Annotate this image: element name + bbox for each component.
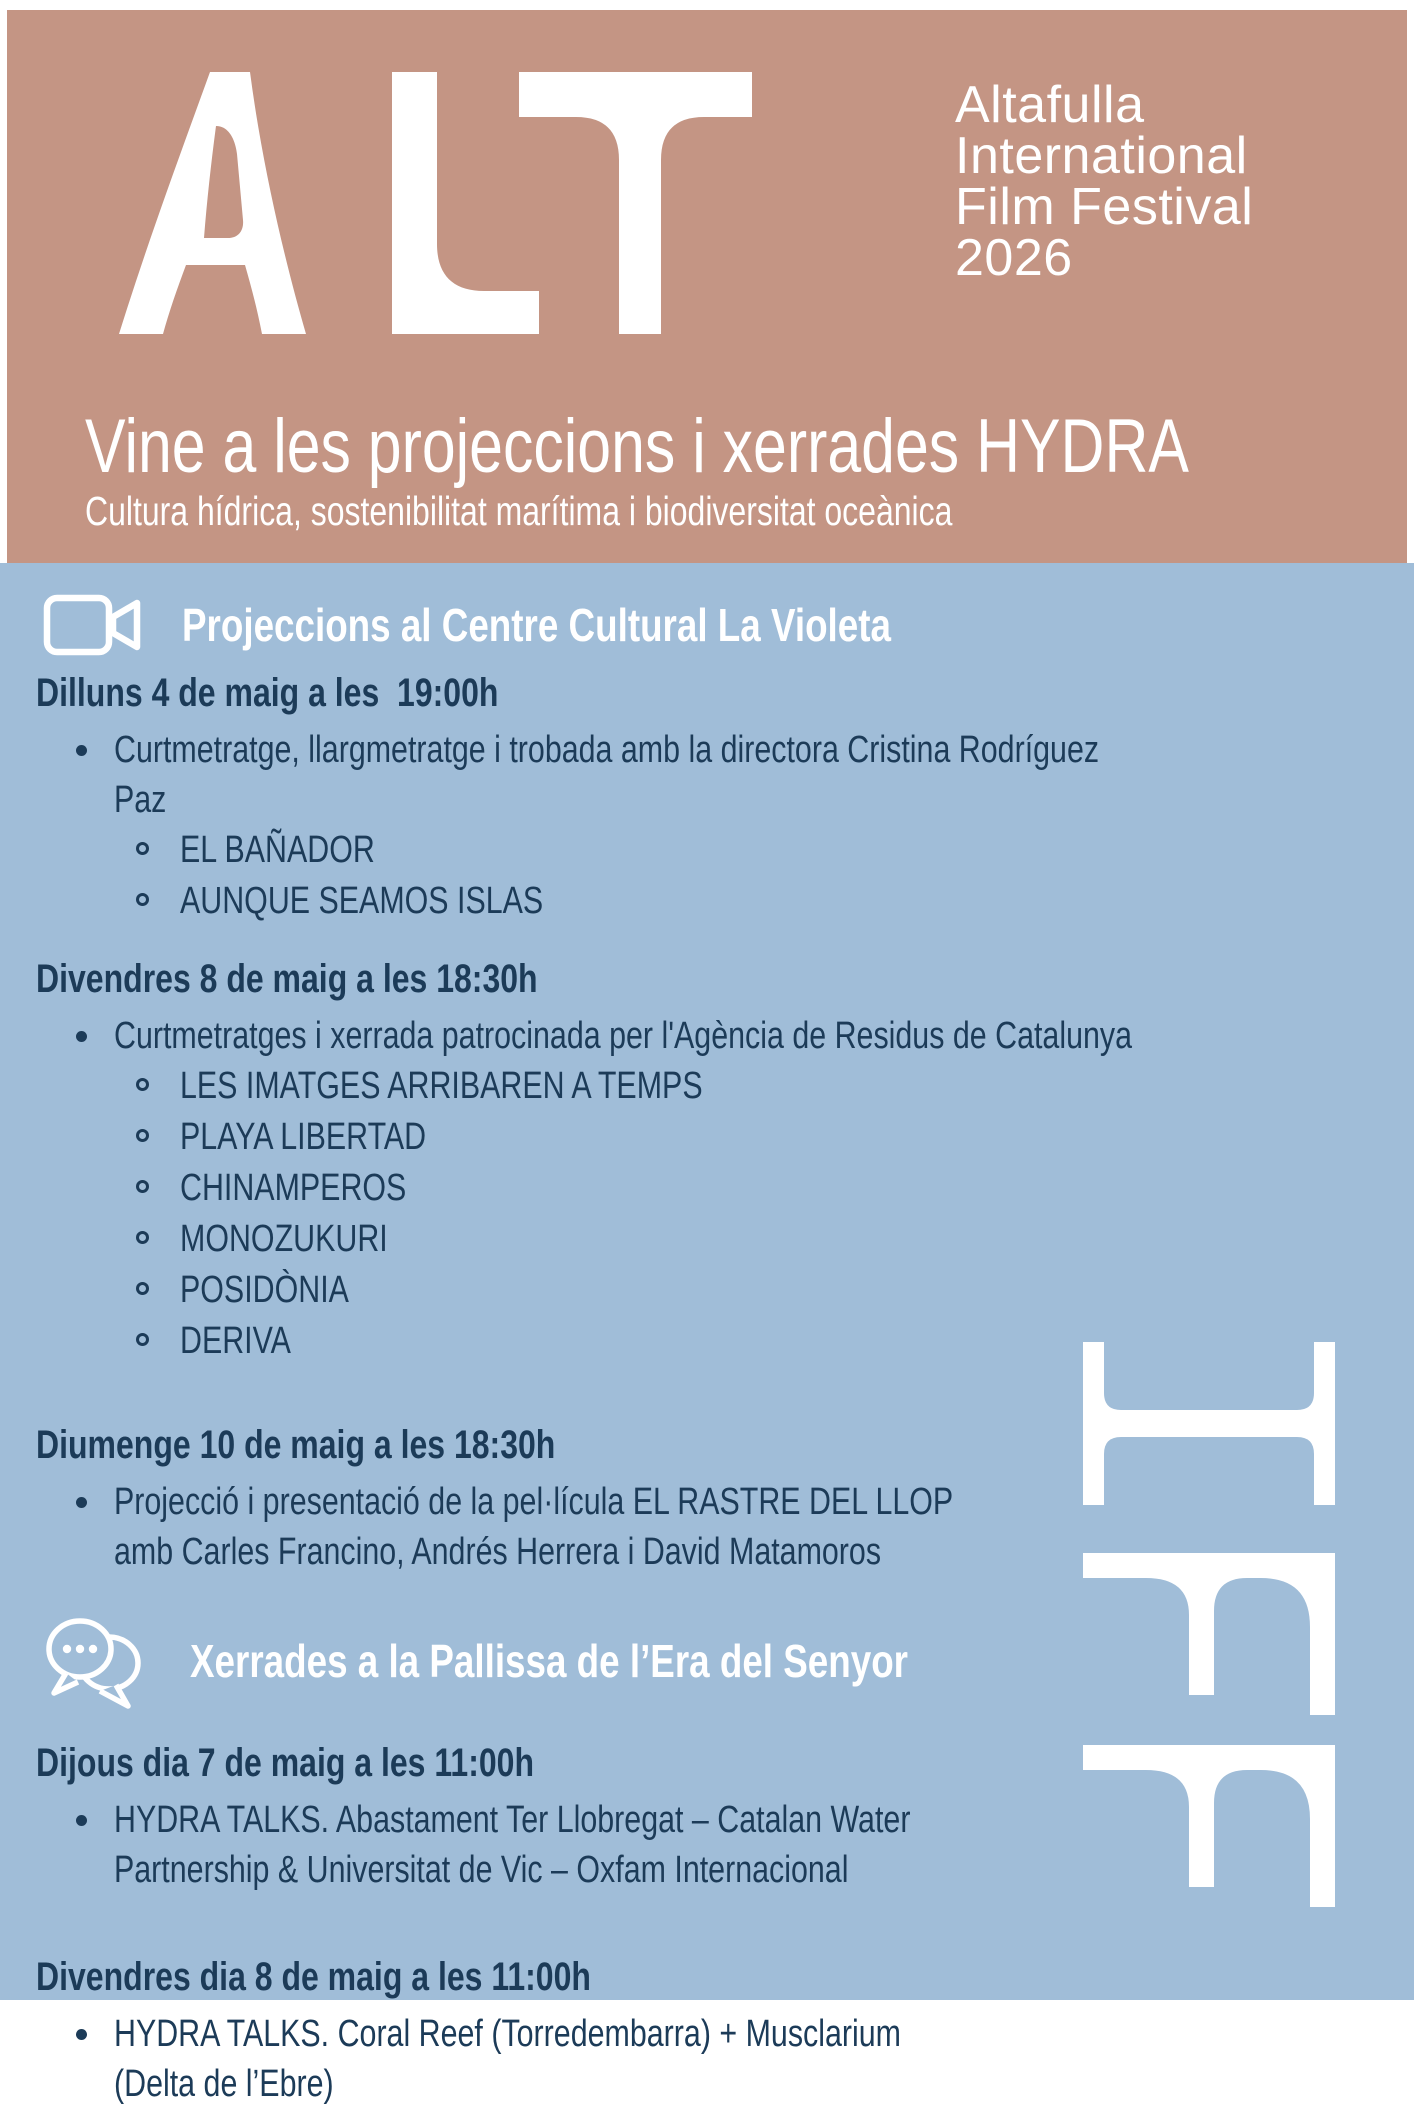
circle-bullet-icon [136,1078,149,1091]
list-item [36,2009,1414,2059]
brand-line: Film Festival [955,178,1254,236]
poster-subtitle: Cultura hídrica, sostenibilitat marítima i biodiversitat oceànica [85,488,953,534]
event-heading: Diumenge 10 de maig a les 18:30h [36,1423,556,1467]
event-description: HYDRA TALKS. Abastament Ter Llobregat – Catalan Water [114,1799,911,1841]
circle-bullet-icon [136,1333,149,1346]
section-title-projeccions: Projeccions al Centre Cultural La Violeta [182,599,891,651]
alt-festival-logo [92,72,752,334]
bullet-icon [76,2029,87,2040]
circle-bullet-icon [136,1282,149,1295]
circle-bullet-icon [136,1129,149,1142]
circle-bullet-icon [136,1180,149,1193]
film-item [36,1265,1414,1316]
event-description-continued: amb Carles Francino, Andrés Herrera i David Matamoros [114,1531,882,1573]
film-title: EL BAÑADOR [180,829,375,871]
event-description: Curtmetratge, llargmetratge i trobada amb la directora Cristina Rodríguez Paz [114,729,1108,821]
bullet-icon [76,745,87,756]
film-title: PLAYA LIBERTAD [180,1116,427,1158]
brand-line: International [955,127,1248,185]
bullet-icon [76,1815,87,1826]
circle-bullet-icon [136,893,149,906]
event-heading: Divendres 8 de maig a les 18:30h [36,957,538,1001]
section-projeccions-header [42,589,1414,661]
chat-bubbles-icon [42,1611,150,1711]
film-title: LES IMATGES ARRIBAREN A TEMPS [180,1065,703,1107]
hero-banner [7,10,1407,563]
film-title: AUNQUE SEAMOS ISLAS [180,880,544,922]
film-item [36,825,1414,876]
film-item [36,1112,1414,1163]
event-description: Curtmetratges i xerrada patrocinada per l'Agència de Residus de Catalunya [114,1015,1133,1057]
bullet-icon [76,1497,87,1508]
bullet-icon [76,1031,87,1042]
circle-bullet-icon [136,1231,149,1244]
list-item-continuation [114,2059,1414,2109]
film-item [36,1163,1414,1214]
event-heading: Divendres dia 8 de maig a les 11:00h [36,1955,591,1999]
film-item [36,1214,1414,1265]
brand-line: 2026 [955,229,1073,287]
film-item [36,1061,1414,1112]
event-description-continued: (Delta de l’Ebre) [114,2063,334,2105]
iff-watermark-glyphs [1083,1342,1335,1908]
event-heading: Dilluns 4 de maig a les 19:00h [36,671,499,715]
event-description: HYDRA TALKS. Coral Reef (Torredembarra) + Musclarium [114,2013,901,2055]
event-description-continued: Partnership & Universitat de Vic – Oxfam Internacional [114,1849,849,1891]
circle-bullet-icon [136,842,149,855]
film-item [36,876,1414,927]
section-title-xerrades: Xerrades a la Pallissa de l’Era del Senyor [190,1635,908,1687]
film-title: DERIVA [180,1320,291,1362]
event-description: Projecció i presentació de la pel·lícula EL RASTRE DEL LLOP [114,1481,954,1523]
brand-wordmark [955,76,1254,287]
alt-logo-glyphs [92,72,752,334]
program-body [0,563,1414,2105]
brand-line: Altafulla [955,76,1145,134]
list-item [36,725,1414,825]
film-title: CHINAMPEROS [180,1167,407,1209]
iff-watermark [1083,1342,1335,1908]
event-heading: Dijous dia 7 de maig a les 11:00h [36,1741,534,1785]
video-camera-icon [42,589,142,661]
list-item [36,1011,1414,1061]
film-title: MONOZUKURI [180,1218,388,1260]
poster-title: Vine a les projeccions i xerrades HYDRA [85,404,1189,489]
film-title: POSIDÒNIA [180,1269,349,1311]
